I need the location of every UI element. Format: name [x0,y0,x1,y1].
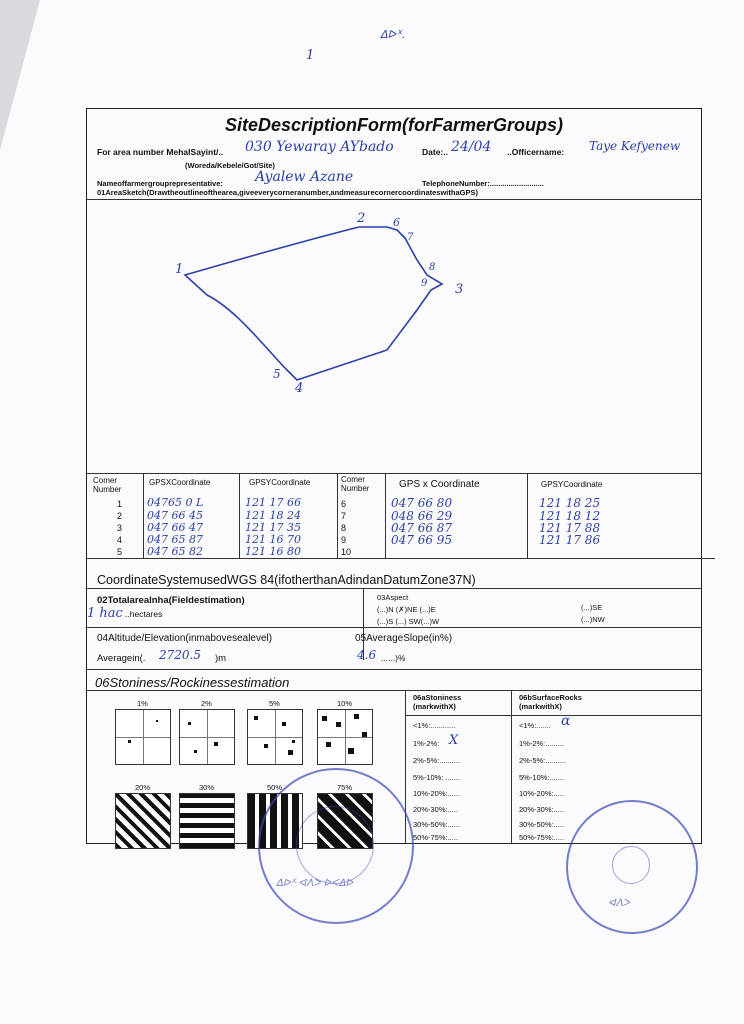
slope-value: 4.6 [357,648,377,662]
gps-x-value: 048 66 29 [391,509,453,523]
gps-y-value: 121 18 12 [539,509,601,523]
sketch-point-5: 5 [273,367,281,381]
aspect-se-option: (...)SE [581,603,603,612]
gps-y-value: 121 16 70 [245,533,301,546]
telephone-label: TelephoneNumber:.......................... [422,179,544,188]
page-mark-2: ᐃᐅᕽ. [380,28,405,41]
rock-mark [362,732,367,737]
stamp-2-text: ᐊᐱᐳ [608,898,630,909]
stoniness-row-a: 30%-50%:...... [413,820,461,829]
date-label: Date:.. [422,147,448,157]
sketch-label: 01AreaSketch(Drawtheoutlineofthearea,giveeverycorneranumber,andmeasurecornercoordinateswithaGPS) [97,188,478,197]
aspect-label: 03Aspect [377,593,409,602]
stoniness-mark-b: α [561,713,571,729]
sketch-point-7: 7 [407,232,414,243]
field-outline [185,227,442,380]
rock-mark [292,740,295,743]
stoniness-row-b: 30%-50%:..... [519,820,565,829]
gps-x-value: 047 66 95 [391,533,453,547]
corner-number: 8 [341,523,347,533]
corner-number: 10 [341,547,352,557]
sketch-point-2: 2 [357,211,366,226]
col-header-gpsy: GPSYCoordinate [249,478,311,487]
sketch-point-9: 9 [421,278,428,289]
icon-gridline [318,737,372,738]
gps-y-value: 121 17 35 [245,521,301,534]
icon-label: 5% [269,699,280,708]
stone-table-divider [511,690,512,843]
stoniness-row-b: 20%-30%:..... [519,805,565,814]
stoniness-icon-2 [179,709,235,765]
official-stamp-2 [566,800,698,934]
icon-label: 50% [267,783,283,792]
coord-table-bottom-rule [87,558,715,559]
area-number-value: 030 Yewaray AYbado [245,139,394,155]
gps-x-value: 047 65 82 [147,545,203,558]
form-title: SiteDescriptionForm(forFarmerGroups) [224,115,564,135]
gps-x-value: 047 66 87 [391,521,453,535]
stoniness-row-b: 2%-5%:.......... [519,756,567,765]
area-unit-label: ..hectares [125,609,163,619]
gps-y-value: 121 16 80 [245,545,301,558]
date-value: 24/04 [451,139,492,155]
sketch-point-3: 3 [455,282,464,297]
col-header-gpsx: GPSXCoordinate [149,478,211,487]
section-rule [87,690,701,691]
area-sketch [87,200,701,470]
total-area-value: 1 hac [87,606,123,621]
corner-number: 5 [117,547,123,557]
sketch-point-6: 6 [393,216,400,229]
stamp-inner-ring [296,806,374,884]
rock-mark [354,714,359,719]
stoniness-icon-5 [115,793,171,849]
rock-mark [264,744,268,748]
gps-y-value: 121 18 25 [539,496,601,510]
site-description-form [86,108,702,844]
average-prefix: Averagein(. [97,653,146,664]
coord-table-divider [143,473,144,558]
officer-value: Taye Kefyenew [589,139,681,153]
icon-gridline [248,737,302,738]
stoniness-row-a: 2%-5%:.......... [413,756,461,765]
icon-label: 30% [199,783,215,792]
stoniness-row-b: 1%-2%:......... [519,739,565,748]
coord-table-divider [527,473,528,558]
sketch-point-4: 4 [295,381,304,396]
icon-gridline [116,737,170,738]
rock-mark [194,750,197,753]
gps-x-value: 04765 0 L [147,496,204,509]
corner-number: 7 [341,511,347,521]
stoniness-row-b: <1%:....... [519,721,551,730]
representative-value: Ayalew Azane [255,169,354,185]
average-suffix: )m [215,653,227,664]
section-rule [87,669,701,670]
col-header-corner: Comer Number [93,476,122,494]
aspect-options-row2: (...)S (...) SW(...)W [377,617,440,626]
icon-label: 20% [135,783,151,792]
coord-table-divider [337,473,338,558]
stoniness-row-a: 5%-10%: ....... [413,773,461,782]
gps-x-value: 047 65 87 [147,533,203,546]
sketch-point-1: 1 [175,262,184,277]
stoniness-title: 06Stoniness/Rockinessestimation [95,675,290,690]
stoniness-row-a: 50%-75%:..... [413,833,459,842]
section-rule [87,588,701,589]
area-sub-label: (Woreda/Kebele/Got/Site) [185,161,275,170]
coord-table-top-rule [87,473,701,474]
corner-number: 6 [341,499,347,509]
rock-mark [336,722,341,727]
coordinate-system-label: CoordinateSystemusedWGS 84(ifotherthanAdindanDatumZone37N) [97,573,476,587]
col-header-gpsx-2: GPS x Coordinate [399,479,480,490]
gps-y-value: 121 17 88 [539,521,601,535]
page-mark-1: 1 [306,48,315,63]
gps-x-value: 047 66 45 [147,509,203,522]
rock-mark [156,720,158,722]
rock-mark [348,748,354,754]
rock-mark [326,742,331,747]
stoniness-row-b: 10%-20%:..... [519,789,565,798]
stoniness-mark-a: X [449,733,459,748]
coord-table-divider [239,473,240,558]
gps-x-value: 047 66 47 [147,521,203,534]
corner-number: 2 [117,511,123,521]
corner-number: 9 [341,535,347,545]
coord-table-divider [385,473,386,558]
altitude-label: 04Altitude/Elevation(inmabovesealevel) [97,633,273,644]
stoniness-col-a-header: 06aStoniness (markwithX) [413,693,462,711]
rock-mark [288,750,293,755]
stoniness-row-a: 10%-20%:...... [413,789,461,798]
stoniness-row-b: 5%-10%:....... [519,773,565,782]
corner-number: 4 [117,535,123,545]
rock-mark [282,722,286,726]
stoniness-row-a: <1%:............ [413,721,456,730]
slope-suffix: ......)% [381,653,406,663]
area-number-label: For area number MehalSayint/.. [97,147,224,157]
rock-mark [214,742,218,746]
stoniness-icon-4 [317,709,373,765]
gps-y-value: 121 18 24 [245,509,301,522]
total-area-label: 02Totalarealnha(Fieldestimation) [97,595,245,606]
representative-label: Nameoffarmergrouprepresentative: [97,179,223,188]
rock-mark [254,716,258,720]
gps-x-value: 047 66 80 [391,496,453,510]
section-rule [87,627,701,628]
rock-mark [128,740,131,743]
stoniness-icon-1 [115,709,171,765]
gps-y-value: 121 17 66 [245,496,301,509]
col-header-corner-2: Comer Number [341,475,370,493]
official-stamp-1 [258,768,414,924]
corner-number: 3 [117,523,123,533]
aspect-options-row1: (...)N (✗)NE (...)E [377,605,436,614]
icon-label: 1% [137,699,148,708]
stoniness-icon-3 [247,709,303,765]
col-header-gpsy-2: GPSYCoordinate [541,480,603,489]
altitude-value: 2720.5 [159,648,201,662]
icon-label: 10% [337,699,353,708]
stoniness-row-a: 20%-30%:..... [413,805,459,814]
stoniness-row-a: 1%-2%: [413,739,440,748]
stoniness-row-b: 50%-75%:..... [519,833,565,842]
corner-number: 1 [117,499,123,509]
icon-gridline [180,737,234,738]
sketch-point-8: 8 [429,262,436,273]
officer-label: ..Officername: [507,147,565,157]
stoniness-col-b-header: 06bSurfaceRocks (markwithX) [519,693,582,711]
icon-label: 2% [201,699,212,708]
aspect-nw-option: (...)NW [581,615,605,624]
icon-label: 75% [337,783,353,792]
stoniness-icon-6 [179,793,235,849]
folded-corner [0,0,40,150]
stone-table-rule [405,715,701,716]
slope-label: 05AverageSlope(in%) [355,633,453,644]
gps-y-value: 121 17 86 [539,533,601,547]
rock-mark [322,716,327,721]
rock-mark [188,722,191,725]
stamp-1-text: ᐃᐅᕽ ᐊᐱᐳ ᐅᐸᐃᐅ [276,878,354,889]
stamp-inner-ring [612,846,650,884]
